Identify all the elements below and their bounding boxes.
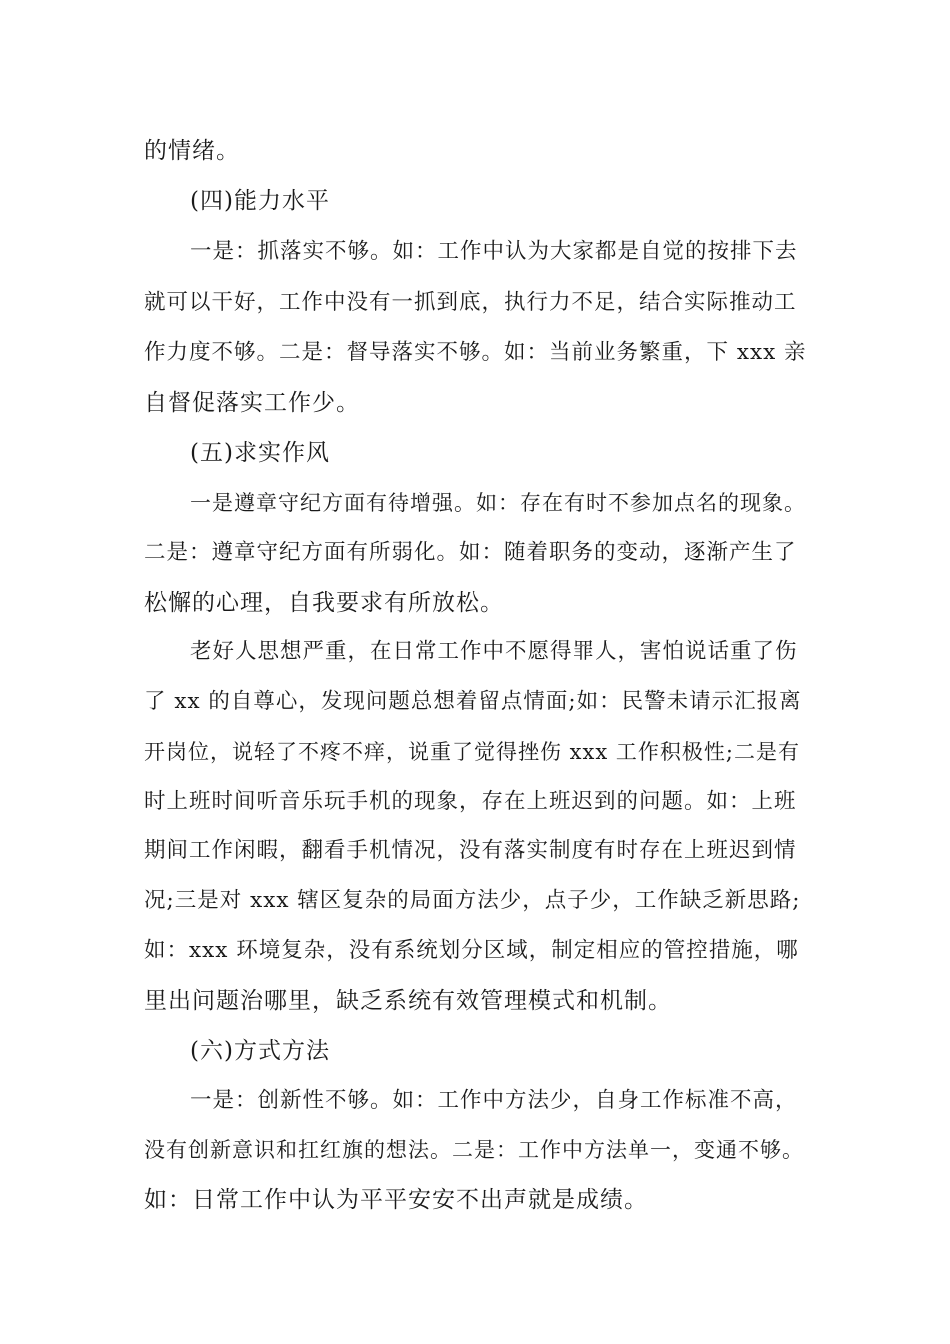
text-line: 里出问题治哪里，缺乏系统有效管理模式和机制。 xyxy=(144,988,672,1014)
text-line: 况;三是对 xxx 辖区复杂的局面方法少，点子少，工作缺乏新思路; xyxy=(144,888,801,913)
section-heading: (六)方式方法 xyxy=(190,1038,330,1064)
text-line: 没有创新意识和扛红旗的想法。二是：工作中方法单一，变通不够。 xyxy=(144,1138,804,1162)
section-heading: (五)求实作风 xyxy=(190,440,330,466)
text-line: 就可以干好，工作中没有一抓到底，执行力不足，结合实际推动工 xyxy=(144,290,797,315)
text-line: 自督促落实工作少。 xyxy=(144,390,360,416)
text-line: 的情绪。 xyxy=(144,138,240,164)
section-heading: (四)能力水平 xyxy=(190,188,330,214)
text-line: 一是：创新性不够。如：工作中方法少，自身工作标准不高， xyxy=(190,1088,798,1113)
text-line: 二是：遵章守纪方面有所弱化。如：随着职务的变动，逐渐产生了 xyxy=(144,540,797,565)
text-line: 如：xxx 环境复杂，没有系统划分区域，制定相应的管控措施，哪 xyxy=(144,938,799,963)
text-line: 松懈的心理，自我要求有所放松。 xyxy=(144,590,504,616)
text-line: 如：日常工作中认为平平安安不出声就是成绩。 xyxy=(144,1187,648,1213)
text-line: 期间工作闲暇，翻看手机情况，没有落实制度有时存在上班迟到情 xyxy=(144,838,797,863)
text-line: 开岗位，说轻了不疼不痒，说重了觉得挫伤 xxx 工作积极性;二是有 xyxy=(144,740,800,764)
text-line: 老好人思想严重，在日常工作中不愿得罪人，害怕说话重了伤 xyxy=(190,639,798,664)
text-line: 时上班时间听音乐玩手机的现象，存在上班迟到的问题。如：上班 xyxy=(144,789,797,814)
text-line: 了 xx 的自尊心，发现问题总想着留点情面;如：民警未请示汇报离 xyxy=(144,689,802,714)
text-line: 作力度不够。二是：督导落实不够。如：当前业务繁重，下 xxx 亲 xyxy=(144,340,807,365)
text-line: 一是：抓落实不够。如：工作中认为大家都是自觉的按排下去 xyxy=(190,239,798,264)
text-line: 一是遵章守纪方面有待增强。如：存在有时不参加点名的现象。 xyxy=(190,491,806,515)
